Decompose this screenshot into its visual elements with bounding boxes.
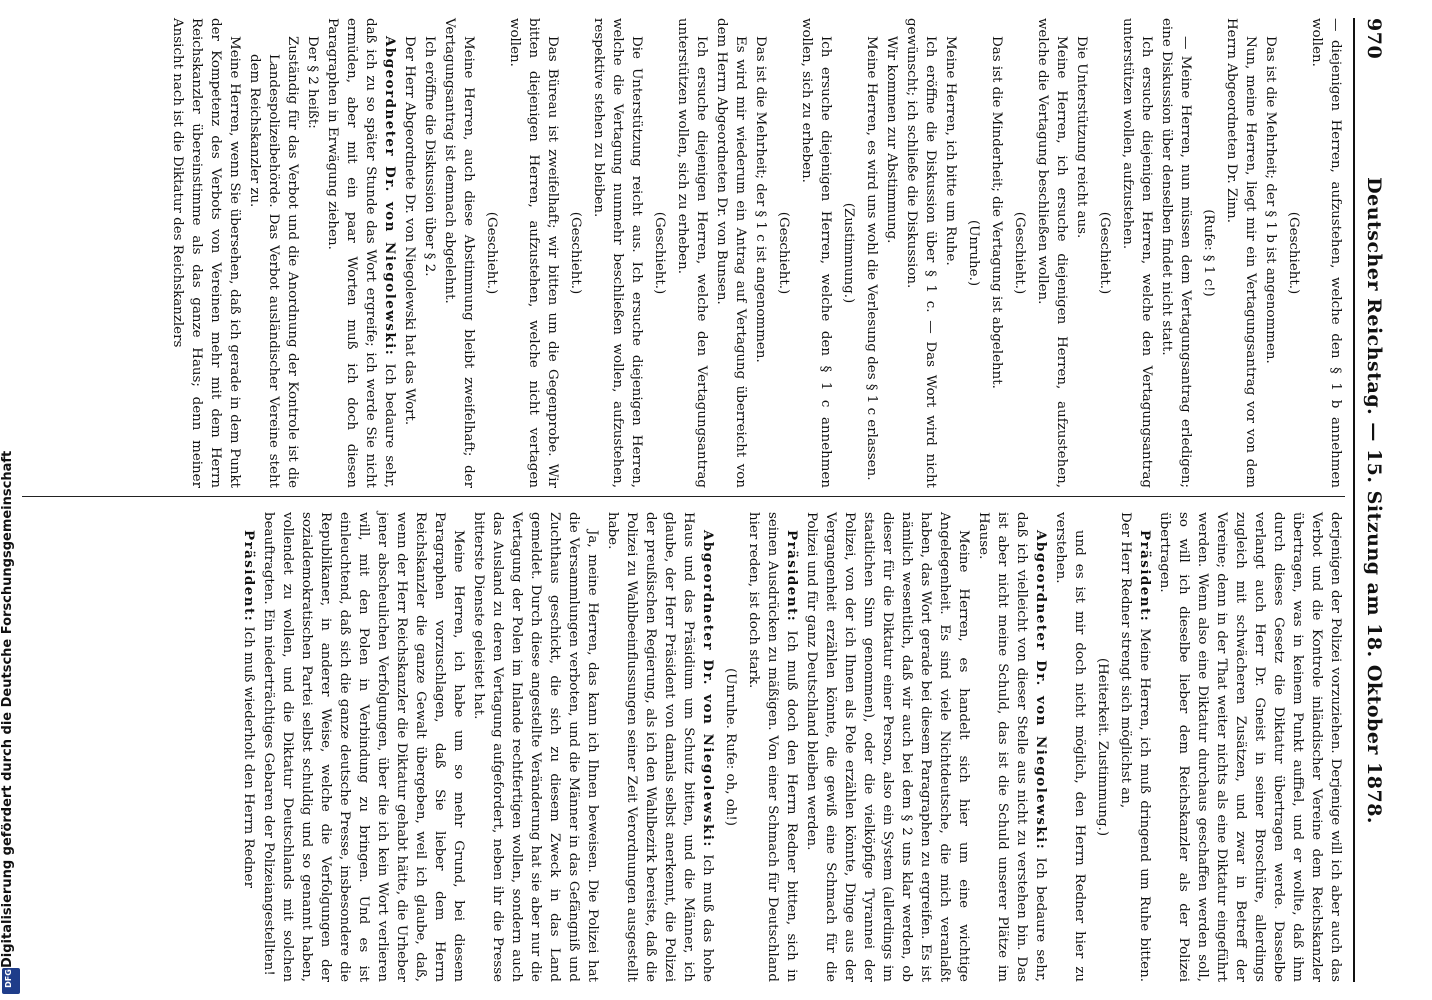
page-title: Deutscher Reichstag. — 15. Sitzung am 18. Oktober 1878. [1363,177,1385,825]
left-text-column [167,18,1345,488]
right-text-column [238,512,1345,982]
paragraph-text: Ich bedaure sehr, daß ich zu so später Stunde das Wort ergreife; ich werde Sie nicht ermüden, aber mit ein paar Worten muß ich doch diesen Paragraphen in Erwägung ziehen. [325,18,397,489]
paragraph [797,18,835,488]
paragraph [712,18,750,488]
paragraph-text: (Geschieht.) [652,211,667,295]
page-number: 970 [1363,18,1385,60]
paragraph-text: Die Unterstützung reicht aus. Ich ersuche diejenigen Herren, welche die Vertagung nunmehr beschließen wollen, aufzustehen, respektive stehen zu bleiben. [591,18,644,488]
paragraph [1261,18,1280,488]
paragraph [882,18,901,488]
paragraph-text: (Geschieht.) [776,211,791,295]
paragraph-text: Ja, meine Herren, das kann ich Ihnen beweisen. Die Polizei hat die Versammlungen verboten, und die Männer in das Gefängniß und Zuchthaus geschickt, die sich zu diesem Zweck in das Land gemeldet. Durch diese angestellte Veränderung hat sie aber nur die Vertagung der Polen im Inlande rechtfertigen wollen, sondern auch das Ausland zu deren Vertagung aufgefordert, neben ihr die Presse bitterste Dienste geleistet hat. [471,512,600,982]
paragraph [1051,512,1089,982]
paragraph [323,18,399,488]
paragraph-text: Ich eröffne die Diskussion über § 2. [422,36,437,277]
paragraph-text: (Geschieht.) [1286,211,1301,295]
paragraph-text: (Geschieht.) [484,211,499,295]
paragraph [245,18,302,488]
stage-direction [721,512,740,982]
stage-direction [1199,18,1218,488]
stage-direction [964,18,983,488]
paragraph-text: und es ist mir doch nicht möglich, den Herrn Redner hier zu verstehen. [1053,512,1087,982]
paragraph [1116,512,1154,982]
paragraph [1222,18,1260,488]
page-header [1357,18,1391,982]
paragraph-text: Ich muß doch den Herrn Redner bitten, sich in seinen Ausdrücken zu mäßigen. Von einer Schmach für Deutschland hier reden, ist doch stark. [746,512,799,982]
paragraph-text: Der Herr Abgeordnete Dr. von Niegolewski hat das Wort. [402,36,417,426]
paragraph-text: Zuständig für das Verbot und die Anordnung der Kontrole ist die Landespolizeibehörde. Das Verbot ausländischer Vereine steht dem Reichskanzler zu. [247,36,300,488]
paragraph [802,512,973,982]
paragraph [902,18,940,488]
speaker-name: Abgeordneter Dr. von Niegolewski: [382,36,398,357]
paragraph [1155,512,1345,982]
paragraph [1072,18,1091,488]
dfg-credit-text: Digitalisierung gefördert durch die Deutsche Forschungsgemeinschaft [0,450,15,968]
paragraph [974,512,1050,982]
paragraph-text: Ich ersuche diejenigen Herren, welche den Vertagungsantrag unterstützen wollen, sich zu erheben. [675,18,709,488]
header-rule [1353,18,1355,982]
paragraph-text: (Geschieht.) [1012,211,1027,295]
paragraph-text: Ich muß wiederholt den Herrn Redner [241,622,256,888]
paragraph [987,18,1006,488]
stage-direction [1284,18,1303,488]
paragraph-text: Ich eröffne die Diskussion über § 1 c. — Das Wort wird nicht gewünscht; ich schließe die Diskussion. [904,18,938,488]
paragraph [505,18,562,488]
paragraph-text: Es wird mir wiederum ein Antrag auf Vertagung überreicht von dem Herrn Abgeordneten Dr. von Bunsen. [714,18,748,488]
stage-direction [650,18,669,488]
paragraph-text: (Unruhe.) [966,219,981,287]
speaker-name: Abgeordneter Dr. von Niegolewski: [1033,530,1049,851]
paragraph [1033,18,1071,488]
paragraph-text: Meine Herren, ich habe um so mehr Grund, bei diesem Paragraphen vorzuschlagen, daß Sie lieber dem Herrn Reichskanzler die ganze Gewalt übergeben, weil ich glaube, daß, wenn der Herr Reichskanzler die Diktatur gehabt hätte, die Urheber jener abscheulichen Verfolgungen, über die ich kein Wort verlieren will, mit den Polen in Verbindung zu bringen. Und es ist einleuchtend, daß sich die ganze deutsche Presse, insbesondere die Republikaner, in anderer Weise, welche die Verfolgungen der sozialdemokratischen Partei selbst schuldig und so genannt haben, vollendet zu wollen, und die Diktatur Deutschlands mit solchen beauftragten. Ein niederträchtiges Gebaren der Polizeiangestellten! [261,512,466,982]
paragraph-text: — Meine Herren, nun müssen dem Vertagungsantrag erledigen; eine Diskussion über denselben findet nicht statt. [1159,18,1193,488]
paragraph [239,512,258,982]
speaker-name: Präsident: [241,530,257,623]
paragraph-text: Meine Herren, ich muß dringend um Ruhe bitten. Der Herr Redner strengt sich möglichst an, [1118,512,1152,982]
paragraph [1118,18,1156,488]
paragraph-text: Meine Herren, ich ersuche diejenigen Herren, aufzustehen, welche die Vertagung beschließen wollen. [1035,18,1069,488]
dfg-logo-icon: DFG [2,968,20,994]
stage-direction [566,18,585,488]
paragraph-text: Ich ersuche diejenigen Herren, welche den § 1 c annehmen wollen, sich zu erheben. [799,18,833,488]
paragraph [603,512,717,982]
stage-direction [482,18,501,488]
paragraph-text: Nun, meine Herren, liegt mir ein Vertagungsantrag vor von dem Herrn Abgeordneten Dr. Zinn. [1224,18,1258,488]
paragraph [440,18,478,488]
speaker-name: Abgeordneter Dr. von Niegolewski: [700,530,716,848]
paragraph [744,512,801,982]
stage-direction [1095,18,1114,488]
speaker-name: Präsident: [784,530,800,623]
paragraph-text: Ich muß das hohe Haus und das Präsidium um Schutz bitten, und die Männer, ich glaube, der Herr Präsident von damals selbst anerkennt, die Polizei der preußischen Regierung, als ich den Wahlbezirk bereiste, daß die Polizei zu Wahlbeeinflussungen seiner Zeit Verordnungen ausgestellt habe. [605,512,715,983]
speaker-name: Präsident: [1137,530,1153,623]
stage-direction [839,18,858,488]
paragraph [1307,18,1345,488]
paragraph [673,18,711,488]
paragraph-text: Das ist die Mehrheit; der § 1 c ist angenommen. [753,36,768,363]
paragraph-text: (Unruhe. Rufe: oh, oh!) [723,667,738,827]
paragraph-text: Meine Herren, auch diese Abstimmung bleibt zweifelhaft; der Vertagungsantrag ist demnach abgelehnt. [442,18,476,488]
paragraph [303,18,322,488]
paragraph [751,18,770,488]
paragraph-text: Meine Herren, wenn Sie übersehen, daß ich gerade in dem Punkt der Kompetenz des Verbots von Vereinen mehr mit dem Herrn Reichskanzler übereinstimme als das ganze Haus; denn meiner Ansicht nach ist die Diktatur des Reichskanzlers [170,18,242,488]
paragraph [469,512,602,982]
column-divider [20,496,1345,497]
paragraph-text: Die Unterstützung reicht aus. [1074,36,1089,239]
stage-direction [774,18,793,488]
paragraph [259,512,468,982]
paragraph-text: Wir kommen zur Abstimmung. [884,36,899,244]
stage-direction [1010,18,1029,488]
paragraph-text: (Geschieht.) [1097,211,1112,295]
stage-direction [1093,512,1112,982]
paragraph-text: Der § 2 heißt: [305,36,320,129]
paragraph [168,18,244,488]
paragraph-text: Das ist die Minderheit; die Vertagung ist abgelehnt. [989,36,1004,389]
paragraph-text: Ich ersuche diejenigen Herren, welche den Vertagungsantrag unterstützen wollen, aufzustehen. [1120,18,1154,488]
paragraph-text: Das Büreau ist zweifelhaft; wir bitten um die Gegenprobe. Wir bitten diejenigen Herren, aufzustehen, welche nicht vertagen wollen. [507,18,560,488]
paragraph [941,18,960,488]
paragraph-text: (Geschieht.) [568,211,583,295]
paragraph [1157,18,1195,488]
paragraph [420,18,439,488]
paragraph [862,18,881,488]
paragraph-text: Meine Herren, ich bitte um Ruhe. [943,36,958,266]
paragraph-text: Das ist die Mehrheit; der § 1 b ist angenommen. [1263,36,1278,364]
paragraph-text: (Heiterkeit. Zustimmung.) [1095,657,1110,837]
digitization-strip [0,0,22,1000]
paragraph-text: Ich bedaure sehr, daß ich vielleicht von dieser Stelle aus nicht zu verstehen bin. Das ist aber nicht meine Schuld, das ist die Schuld unserer Plätze im Hause. [976,512,1048,983]
paragraph-text: Meine Herren, es wird uns wohl die Verlesung des § 1 c erlassen. [864,36,879,481]
paragraph-text: — diejenigen Herren, aufzustehen, welche den § 1 b annehmen wollen. [1309,18,1343,488]
paragraph-text: derjenigen der Polizei vorzuziehen. Derjenige will ich aber auch das Verbot und die Kontrole inländischer Vereine dem Reichskanzler übertragen, was in keinem Punkt auffiel, und er wollte, daß ihm durch dieses Gesetz die Diktatur übertragen werde. Dasselbe verlangt auch Herr Dr. Gneist in seiner Broschüre, allerdings zugleich mit schwächeren Zusätzen, und zwar in Betreff der Vereine; denn in der That weiter nichts als eine Diktatur eingeführt werden. Wenn also eine Diktatur durchaus geschaffen werden soll, so will ich dieselbe lieber dem Reichskanzler als der Polizei übertragen. [1157,512,1343,982]
paragraph [589,18,646,488]
paragraph [400,18,419,488]
paragraph-text: (Rufe: § 1 c!) [1201,209,1216,297]
paragraph-text: (Zustimmung.) [841,202,856,304]
paragraph-text: Meine Herren, es handelt sich hier um eine wichtige Angelegenheit. Es sind viele Nichtdeutsche, die mich veranlaßt haben, das Wort gerade bei diesem Paragraphen zu ergreifen. Es ist nämlich wesentlich, daß wir auch bei dem § 2 uns klar werden, ob dieser für die Diktatur einer Person, also ein System (allerdings im staatlichen Sinn genommen), oder die vielköpfige Tyrannei der Polizei, von der ich Ihnen als Pole erzählen könnte, Dinge aus der Vergangenheit erzählen könnte, die gewiß eine Schmach für die Polizei und für ganz Deutschland bleiben werden. [804,512,971,982]
